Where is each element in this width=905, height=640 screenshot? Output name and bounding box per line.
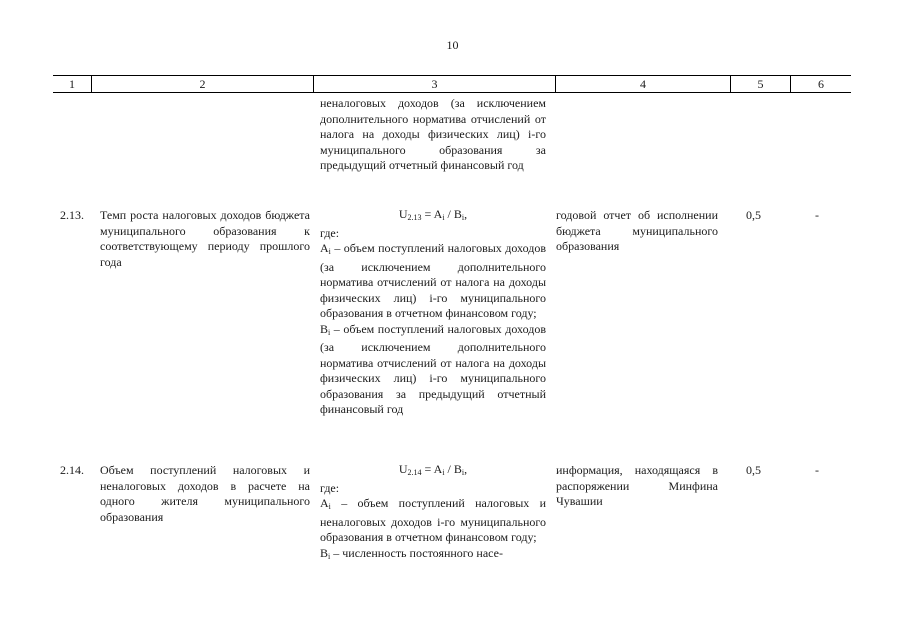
formula-where: где: bbox=[320, 480, 340, 495]
indicator-name: Темп роста налоговых доходов бюджета муниципального образования к соответствующему периоду прошлого года bbox=[100, 208, 310, 269]
data-source: информация, находящаяся в распоряжении Минфина Чувашии bbox=[556, 463, 718, 508]
column-header-6: 6 bbox=[818, 77, 824, 91]
formula-definition-a: $A_i$ – объем поступлений налоговых и неналоговых доходов i-го муниципального образования в отчетном финансовом году; bbox=[320, 496, 546, 544]
row-number: 2.13. bbox=[60, 208, 84, 222]
formula: $U_{2.13} = A_i / B_i$, bbox=[398, 207, 468, 222]
column-header-5: 5 bbox=[731, 76, 791, 92]
continued-formula-text: неналоговых доходов (за исключением дополнительного норматива отчислений от налога на доходы физических лиц) i-го муниципального образования за предыдущий отчетный финансовый год bbox=[320, 96, 546, 172]
table-header-row bbox=[53, 75, 851, 93]
column-header-3: 3 bbox=[314, 76, 556, 92]
weight-value: 0,5 bbox=[746, 208, 761, 222]
column-6-value: - bbox=[815, 463, 819, 477]
page-number: 10 bbox=[446, 38, 459, 52]
formula-definition-b: $B_i$ – численность постоянного насе- bbox=[320, 545, 503, 561]
row-number: 2.14. bbox=[60, 463, 84, 477]
data-source: годовой отчет об исполнении бюджета муниципального образования bbox=[556, 208, 718, 253]
column-header-2: 2 bbox=[92, 76, 314, 92]
formula: $U_{2.14} = A_i / B_i$, bbox=[398, 462, 468, 477]
formula-cell bbox=[320, 207, 546, 418]
indicator-name: Объем поступлений налоговых и неналоговых доходов в расчете на одного жителя муниципального образования bbox=[100, 463, 310, 524]
column-header-1: 1 bbox=[53, 76, 92, 92]
formula-definition-b: $B_i$ – объем поступлений налоговых доходов (за исключением дополнительного норматива отчислений от налога на доходы физических лиц) i-го муниципального образования за предыдущий отчетный финансовый год bbox=[320, 321, 546, 416]
column-6-value: - bbox=[815, 208, 819, 222]
formula-cell bbox=[320, 462, 546, 564]
formula-definition-a: $A_i$ – объем поступлений налоговых доходов (за исключением дополнительного норматива отчислений от налога на доходы физических лиц) i-го муниципального образования в отчетном финансовом году; bbox=[320, 241, 546, 320]
weight-value: 0,5 bbox=[746, 463, 761, 477]
column-header-4: 4 bbox=[556, 76, 731, 92]
formula-where: где: bbox=[320, 225, 340, 240]
